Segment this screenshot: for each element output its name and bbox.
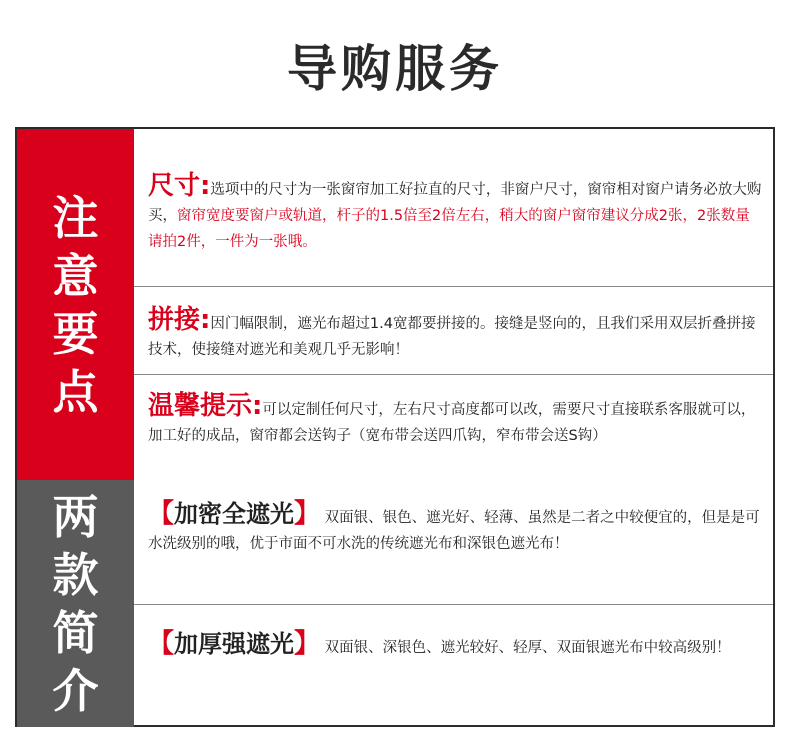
intro-item-thick-label: 加厚强遮光 bbox=[174, 630, 295, 658]
divider bbox=[134, 286, 773, 287]
note-size bbox=[134, 171, 773, 255]
intro-item-thick-text: 双面银、深银色、遮光较好、轻厚、双面银遮光布中较高级别！ bbox=[324, 640, 731, 656]
note-size-label: 尺寸: bbox=[148, 171, 211, 201]
intro-side-label-text: 两款简介 bbox=[52, 489, 99, 718]
page-title: 导购服务 bbox=[287, 40, 503, 98]
note-joining bbox=[134, 305, 773, 363]
note-tips-text: 可以定制任何尺寸，左右尺寸高度都可以改，需要尺寸直接联系客服就可以，加工好的成品，窗帘都会送钩子（宽布带会送四爪钩，窄布带会送S钩） bbox=[148, 402, 756, 444]
intro-item-blackout-label: 加密全遮光 bbox=[174, 500, 295, 528]
divider bbox=[134, 604, 773, 605]
note-joining-text: 因门幅限制，遮光布超过1.4宽都要拼接的。接缝是竖向的，且我们采用双层折叠拼接技术，使接缝对遮光和美观几乎无影响！ bbox=[148, 316, 756, 358]
bracket-open: 【 bbox=[148, 629, 175, 659]
bracket-close: 】 bbox=[294, 629, 321, 659]
bracket-close: 】 bbox=[294, 499, 321, 529]
divider bbox=[134, 374, 773, 375]
note-tips bbox=[134, 391, 773, 449]
note-size-text: 选项中的尺寸为一张窗帘加工好拉直的尺寸，非窗户尺寸，窗帘相对窗户请务必放大购买， bbox=[148, 182, 762, 224]
note-size-highlight: 窗帘宽度要窗户或轨道，杆子的1.5倍至2倍左右，稍大的窗户窗帘建议分成2张，2张数量请拍2件，一件为一张哦。 bbox=[148, 208, 750, 250]
notes-side-label bbox=[17, 129, 134, 480]
bracket-open: 【 bbox=[148, 499, 175, 529]
intro-item-blackout-text: 双面银、银色、遮光好、轻薄、虽然是二者之中较便宜的，但是是可水洗级别的哦，优于市面不可水洗的传统遮光布和深银色遮光布！ bbox=[148, 510, 760, 552]
note-tips-label: 温馨提示: bbox=[148, 391, 263, 421]
intro-item-thick bbox=[134, 629, 773, 661]
intro-item-blackout bbox=[134, 499, 773, 557]
notes-side-label-text: 注意要点 bbox=[52, 190, 99, 419]
intro-side-label bbox=[17, 480, 134, 727]
note-joining-label: 拼接: bbox=[148, 305, 211, 335]
info-panel bbox=[15, 127, 775, 727]
